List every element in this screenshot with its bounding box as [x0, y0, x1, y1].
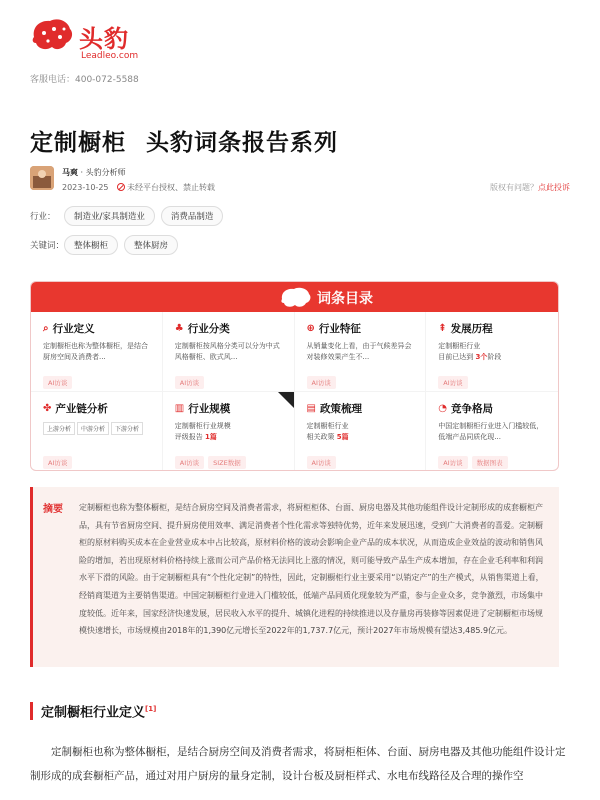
- leopard-logo-icon: [30, 15, 74, 55]
- publish-date: 2023-10-25: [62, 183, 109, 192]
- toc-panel: [30, 281, 559, 471]
- toc-item-industry-chain[interactable]: [31, 392, 163, 471]
- industry-tag[interactable]: 制造业/家具制造业: [64, 206, 155, 226]
- hierarchy-icon: ♣: [174, 323, 184, 334]
- corner-marker-icon: [278, 392, 294, 408]
- policy-icon: ▤: [306, 403, 316, 414]
- toc-item-classification[interactable]: [163, 312, 295, 392]
- toc-item-title: 产业链分析: [55, 403, 108, 415]
- section-title: 定制橱柜行业定义: [41, 705, 146, 721]
- toc-item-competition[interactable]: [426, 392, 558, 471]
- ai-interview-tag[interactable]: AI访谈: [438, 456, 467, 469]
- toc-item-desc: 定制橱柜按风格分类可以分为中式风格橱柜、欧式风...: [174, 342, 280, 361]
- toc-item-policy[interactable]: [295, 392, 427, 471]
- industry-label: 行业：: [30, 212, 56, 222]
- title-main: 定制橱柜: [30, 130, 126, 156]
- toc-item-title: 行业特征: [318, 323, 361, 335]
- section-heading: [30, 702, 156, 720]
- ai-interview-tag[interactable]: AI访谈: [438, 376, 467, 389]
- industry-tag[interactable]: 消费品制造: [161, 206, 224, 226]
- toc-item-features[interactable]: [295, 312, 427, 392]
- reference-mark[interactable]: [1]: [145, 705, 157, 713]
- chain-upstream[interactable]: 上游分析: [43, 422, 75, 435]
- toc-item-title: 政策梳理: [319, 403, 362, 415]
- keywords-label: 关键词：: [30, 241, 65, 251]
- ai-interview-tag[interactable]: AI访谈: [43, 456, 72, 469]
- toc-item-definition[interactable]: [31, 312, 163, 392]
- copyright-complaint: [490, 182, 570, 193]
- keywords-row: [30, 235, 184, 255]
- toc-header: [31, 282, 558, 312]
- toc-title: 词条目录: [317, 291, 373, 307]
- size-data-tag[interactable]: SIZE数据: [208, 456, 246, 469]
- toc-item-title: 行业分类: [187, 323, 230, 335]
- toc-item-desc: 中国定制橱柜行业进入门槛较低，低端产品同质化现...: [438, 422, 544, 441]
- toc-item-history[interactable]: [426, 312, 558, 392]
- section-paragraph: 定制橱柜也称为整体橱柜，是结合厨房空间及消费者需求，将厨柜柜体、台面、厨房电器及其他功能组件设计定制形成的成套橱柜产品，通过对用户厨房的量身定制，设计台板及厨柜样式、水电布线路径及合理的操作空: [30, 746, 566, 782]
- data-chart-tag[interactable]: 数据图表: [472, 456, 508, 469]
- complaint-link[interactable]: 点此投诉: [538, 183, 570, 192]
- toc-item-desc: 定制橱柜行业 目前已达到 3个阶段: [438, 342, 502, 361]
- toc-item-market-size[interactable]: [163, 392, 295, 471]
- avatar: [30, 166, 54, 190]
- page-title: [30, 124, 338, 157]
- toc-item-title: 行业规模: [188, 403, 231, 415]
- ai-interview-tag[interactable]: AI访谈: [175, 376, 204, 389]
- ban-icon: [117, 183, 125, 191]
- abstract-box: [30, 487, 559, 667]
- leopard-logo-icon: [279, 285, 313, 309]
- industry-row: [30, 206, 229, 226]
- chain-midstream[interactable]: 中游分析: [77, 422, 109, 435]
- chain-icon: ✤: [43, 403, 52, 414]
- toc-item-desc: 定制橱柜行业 相关政策 5篇: [306, 422, 349, 441]
- keyword-tag[interactable]: 整体厨房: [124, 235, 178, 255]
- copyright-question: 版权有问题？: [490, 183, 538, 192]
- ai-interview-tag[interactable]: AI访谈: [307, 376, 336, 389]
- hotline: 客服电话：400-072-5588: [30, 75, 139, 85]
- reprint-notice: 未经平台授权、禁止转载: [127, 183, 216, 192]
- pie-icon: ◔: [438, 403, 447, 414]
- ai-interview-tag[interactable]: AI访谈: [307, 456, 336, 469]
- abstract-label: 摘要: [43, 504, 63, 515]
- chain-subitems: [43, 416, 162, 435]
- title-sub: 头豹词条报告系列: [146, 130, 338, 156]
- toc-item-title: 发展历程: [450, 323, 493, 335]
- target-icon: ⊕: [306, 323, 315, 334]
- abstract-text: 定制橱柜也称为整体橱柜，是结合厨房空间及消费者需求，将厨柜柜体、台面、厨房电器及其他功能组件设计定制形成的成套橱柜产品，具有节省厨房空间、提升厨房使用效率、满足消费者个性化需求等独特优势，近年来发展迅速，受到广大消费者的喜爱。定制橱柜的原材料购买成本在企业营业成本中占比较高，原材料价格的波动会影响企业产品的成本状况，从而造成企业效益的波动和销售风险的增加，若出现原材料价格持续上涨而公司产品价格无法同比上涨的情况，则可能导致产品生产成本增加，存在企业毛利率和利润水平下滑的风险。由于定制橱柜具有“个性化定制”的特性，因此，定制橱柜行业主要采用“以销定产”的生产模式，从销售渠道上看，经销商渠道为主要销售渠道。中国定制橱柜行业进入门槛较低，低端产品同质化现象较为严重，参与企业众多，竞争激烈，市场集中度较低。近年来，国家经济快速发展，居民收入水平的提升、城镇化进程的持续推进以及存量房再装修等因素促进了定制橱柜市场规模快速增长，市场规模由2018年的1,390亿元增长至2022年的1,737.7亿元，预计2027年市场规模有望达3,485.9亿元。: [79, 503, 544, 636]
- ai-interview-tag[interactable]: AI访谈: [175, 456, 204, 469]
- publish-info: [62, 182, 215, 193]
- chain-downstream[interactable]: 下游分析: [111, 422, 143, 435]
- document-search-icon: ⌕: [43, 323, 49, 334]
- author: [62, 167, 126, 178]
- author-name: 马爽: [62, 168, 78, 177]
- toc-item-desc: 从销量变化上看，由于气候差异会对装修效果产生不...: [306, 342, 412, 361]
- toc-item-desc: 定制橱柜行业规模 评级报告 1篇: [174, 422, 231, 441]
- timeline-icon: ⇞: [438, 323, 447, 334]
- ai-interview-tag[interactable]: AI访谈: [43, 376, 72, 389]
- brand-url: Leadleo.com: [81, 51, 139, 61]
- toc-item-title: 竞争格局: [450, 403, 493, 415]
- bar-chart-icon: ▥: [174, 403, 185, 414]
- author-role: · 头豹分析师: [78, 168, 126, 177]
- keyword-tag[interactable]: 整体橱柜: [64, 235, 118, 255]
- toc-item-desc: 定制橱柜也称为整体橱柜，是结合厨房空间及消费者...: [43, 342, 148, 361]
- brand-name: 头豹: [79, 25, 129, 53]
- toc-item-title: 行业定义: [52, 323, 95, 335]
